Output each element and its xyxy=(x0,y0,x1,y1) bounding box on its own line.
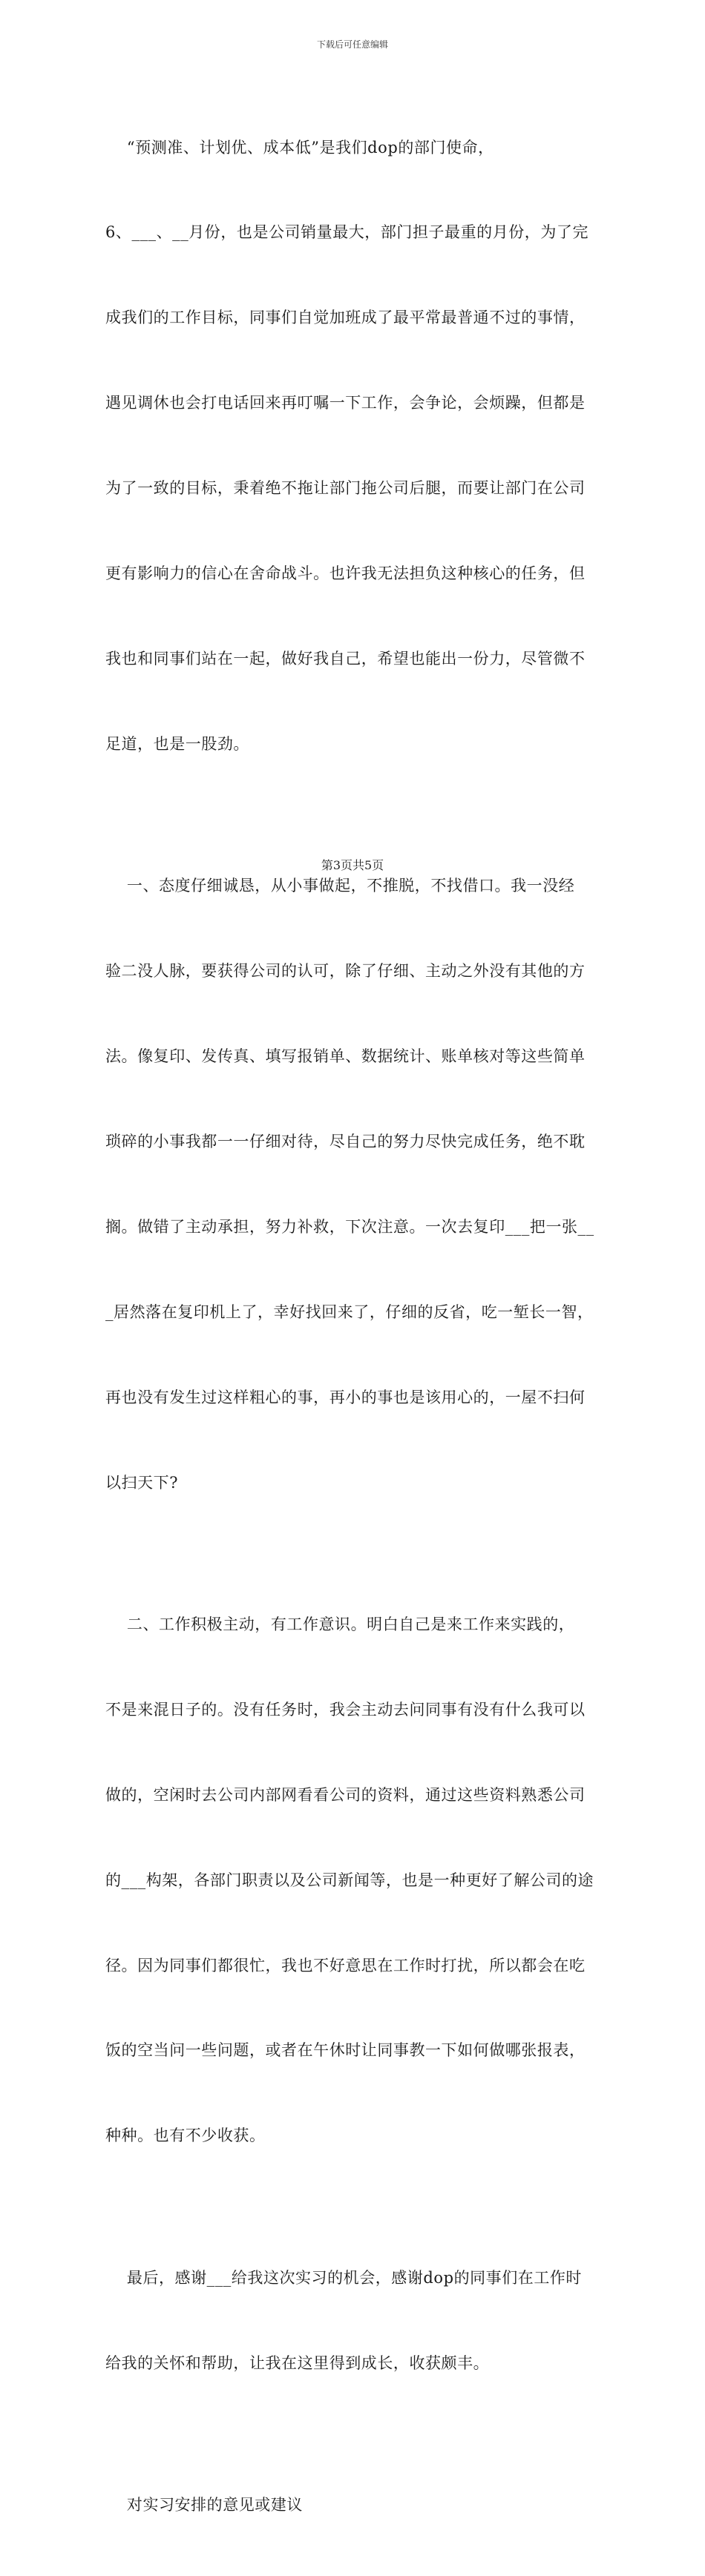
paragraph-initiative xyxy=(105,1553,600,2207)
text-line: 我也和同事们站在一起，做好我自己，希望也能出一份力，尽管微不 xyxy=(105,649,586,668)
text-line: 法。像复印、发传真、填写报销单、数据统计、账单核对等这些简单 xyxy=(105,1047,586,1066)
text-line: 一、态度仔细诚恳，从小事做起，不推脱，不找借口。我一没经 xyxy=(105,877,575,895)
text-line: 足道，也是一股劲。 xyxy=(105,734,249,753)
page-number-footer: 第3页共5页 xyxy=(321,858,384,872)
text-line: 6、___、__月份，也是公司销量最大，部门担子最重的月份，为了完 xyxy=(105,223,589,242)
text-line: 搁。做错了主动承担，努力补救，下次注意。一次去复印___把一张__ xyxy=(105,1217,594,1236)
text-line: 再也没有发生过这样粗心的事，再小的事也是该用心的，一屋不扫何 xyxy=(105,1388,586,1406)
text-line: 对实习安排的意见或建议 xyxy=(105,2496,303,2514)
text-line: 径。因为同事们都很忙，我也不好意思在工作时打扰，所以都会在吃 xyxy=(105,1956,586,1974)
document-body xyxy=(105,76,600,2576)
page-header: 下载后可任意编辑 xyxy=(316,39,388,50)
text-line: 饭的空当问一些问题，或者在午休时让同事教一下如何做哪张报表， xyxy=(105,2041,586,2060)
text-line: 琐碎的小事我都一一仔细对待，尽自己的努力尽快完成任务，绝不耽 xyxy=(105,1132,586,1150)
text-line: _居然落在复印机上了，幸好找回来了，仔细的反省，吃一堑长一智， xyxy=(105,1302,594,1321)
text-line: 验二没人脉，要获得公司的认可，除了仔细、主动之外没有其他的方 xyxy=(105,962,586,981)
text-line: 给我的关怀和帮助，让我在这里得到成长，收获颇丰。 xyxy=(105,2353,490,2372)
text-line: 最后，感谢___给我这次实习的机会，感谢dop的同事们在工作时 xyxy=(105,2268,582,2287)
text-line: 为了一致的目标，秉着绝不拖让部门拖公司后腿，而要让部门在公司 xyxy=(105,479,586,498)
text-line: 的___构架，各部门职责以及公司新闻等，也是一种更好了解公司的途 xyxy=(105,1871,594,1889)
text-line: 遇见调休也会打电话回来再叮嘱一下工作，会争论，会烦躁，但都是 xyxy=(105,394,586,412)
text-line: 做的，空闲时去公司内部网看看公司的资料，通过这些资料熟悉公司 xyxy=(105,1785,586,1804)
text-line: 不是来混日子的。没有任务时，我会主动去问同事有没有什么我可以 xyxy=(105,1700,586,1719)
text-line: 成我们的工作目标，同事们自觉加班成了最平常最普通不过的事情， xyxy=(105,309,586,327)
text-line: 更有影响力的信心在舍命战斗。也许我无法担负这种核心的任务，但 xyxy=(105,564,586,583)
text-line: 种种。也有不少收获。 xyxy=(105,2127,266,2145)
section-heading-suggestions xyxy=(105,2434,600,2576)
paragraph-mission xyxy=(105,76,600,815)
text-line: 二、工作积极主动，有工作意识。明白自己是来工作来实践的， xyxy=(105,1615,575,1634)
paragraph-attitude xyxy=(105,815,600,1554)
text-line: 以扫天下? xyxy=(105,1473,179,1492)
text-line: “预测准、计划优、成本低”是我们dop的部门使命， xyxy=(105,138,494,157)
paragraph-thanks xyxy=(105,2207,600,2434)
